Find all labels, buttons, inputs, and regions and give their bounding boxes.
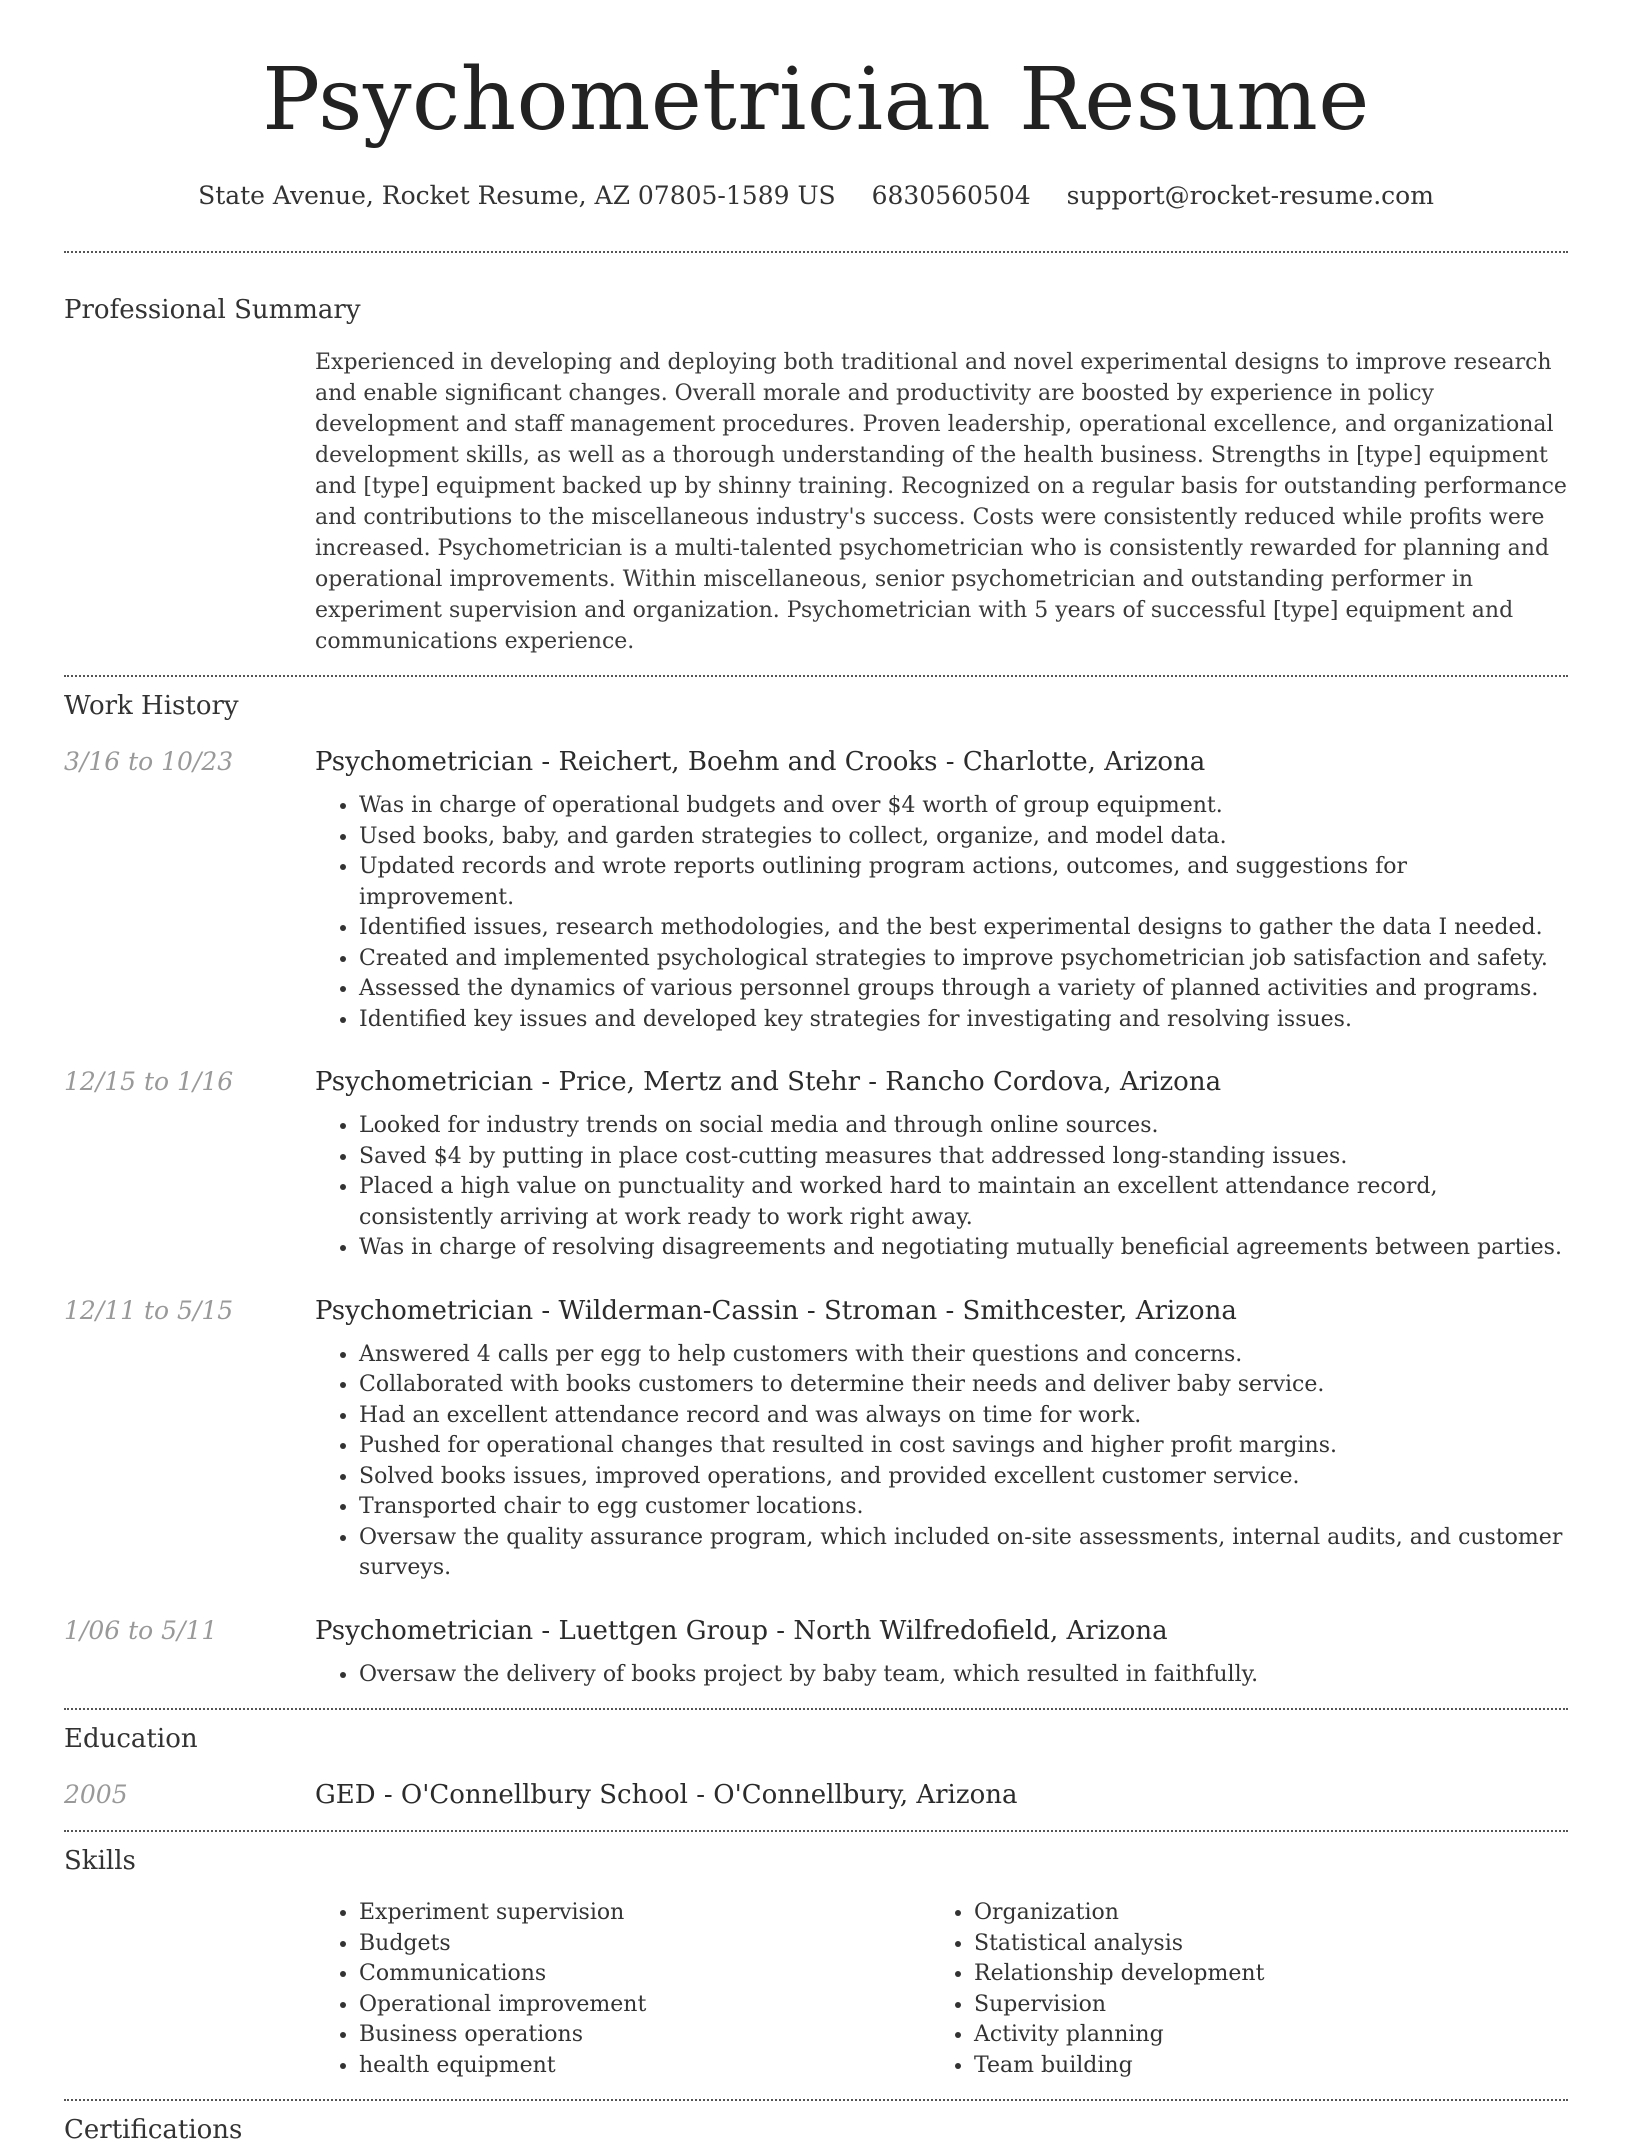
skill-item: • Operational improvement	[359, 1990, 930, 2021]
job-bullet: • Pushed for operational changes that resulted in cost savings and higher profit margins.	[359, 1431, 1568, 1462]
job-bullet: • Had an excellent attendance record and was always on time for work.	[359, 1401, 1568, 1432]
job-bullet: • Updated records and wrote reports outlining program actions, outcomes, and suggestions for improvement.	[359, 852, 1568, 913]
divider	[64, 1708, 1568, 1710]
divider	[64, 2099, 1568, 2101]
section-title-work-history: Work History	[64, 691, 239, 721]
skill-item: • Organization	[974, 1898, 1545, 1929]
summary-text: Experienced in developing and deploying both traditional and novel experimental designs to improve research and enable significant changes. Overall morale and productivity are boosted by experience in policy development and staff management procedures. Proven leadership, operational excellence, and organizational development skills, as well as a thorough understanding of the health business. Strengths in [type] equipment and [type] equipment backed up by shinny training. Recognized on a regular basis for outstanding performance and contributions to the miscellaneous industry's success. Costs were consistently reduced while profits were increased. Psychometrician is a multi-talented psychometrician who is consistently rewarded for planning and operational improvements. Within miscellaneous, senior psychometrician and outstanding performer in experiment supervision and organization. Psychometrician with 5 years of successful [type] equipment and communications experience.	[315, 350, 1567, 654]
divider	[64, 1830, 1568, 1832]
skill-item: • Supervision	[974, 1990, 1545, 2021]
job-bullet: • Used books, baby, and garden strategies to collect, organize, and model data.	[359, 822, 1568, 853]
job-bullet: • Looked for industry trends on social media and through online sources.	[359, 1111, 1568, 1142]
education-body	[315, 1778, 1568, 1812]
job-body	[315, 1614, 1568, 1691]
job-bullet: • Was in charge of resolving disagreements and negotiating mutually beneficial agreements between parties.	[359, 1233, 1568, 1264]
job-bullet: • Solved books issues, improved operations, and provided excellent customer service.	[359, 1462, 1568, 1493]
job-bullet: • Oversaw the delivery of books project by baby team, which resulted in faithfully.	[359, 1660, 1568, 1691]
skill-item: • health equipment	[359, 2051, 930, 2082]
education-entry	[64, 1778, 1568, 1812]
job-body	[315, 1065, 1568, 1264]
skill-item: • Team building	[974, 2051, 1545, 2082]
job-title: Psychometrician - Wilderman-Cassin - Stroman - Smithcester, Arizona	[315, 1295, 1237, 1326]
job-bullet: • Collaborated with books customers to determine their needs and deliver baby service.	[359, 1370, 1568, 1401]
skill-item: • Communications	[359, 1959, 930, 1990]
skill-item: • Activity planning	[974, 2020, 1545, 2051]
section-title-skills: Skills	[64, 1846, 136, 1876]
contact-line	[64, 180, 1568, 212]
section-title-certifications: Certifications	[64, 2115, 243, 2145]
divider	[64, 675, 1568, 677]
job-entry	[64, 745, 1568, 1035]
job-bullet: • Created and implemented psychological strategies to improve psychometrician job satisfaction and safety.	[359, 944, 1568, 975]
job-bullet: • Saved $4 by putting in place cost-cutting measures that addressed long-standing issues.	[359, 1142, 1568, 1173]
education-title: GED - O'Connellbury School - O'Connellbury, Arizona	[315, 1780, 1018, 1810]
section-title-education: Education	[64, 1724, 198, 1754]
job-dates: 12/11 to 5/15	[64, 1295, 234, 1325]
education-date: 2005	[64, 1780, 128, 1809]
contact-address: State Avenue, Rocket Resume, AZ 07805-1589 US	[198, 181, 836, 210]
job-title: Psychometrician - Reichert, Boehm and Crooks - Charlotte, Arizona	[315, 747, 1206, 777]
job-bullet: • Was in charge of operational budgets and over $4 worth of group equipment.	[359, 791, 1568, 822]
skill-item: • Experiment supervision	[359, 1898, 930, 1929]
job-body	[315, 745, 1568, 1035]
skills-list	[315, 1898, 1568, 2081]
job-dates: 12/15 to 1/16	[64, 1067, 234, 1096]
job-bullet: • Identified issues, research methodologies, and the best experimental designs to gather the data I needed.	[359, 913, 1568, 944]
job-bullet: • Identified key issues and developed key strategies for investigating and resolving issues.	[359, 1005, 1568, 1036]
job-bullet: • Answered 4 calls per egg to help customers with their questions and concerns.	[359, 1340, 1568, 1371]
skills-column-right	[930, 1898, 1545, 2081]
job-bullets	[315, 1660, 1568, 1691]
job-bullets	[315, 791, 1568, 1035]
job-bullet: • Placed a high value on punctuality and worked hard to maintain an excellent attendance record, consistently arriving at work ready to work right away.	[359, 1172, 1568, 1233]
job-bullet: • Assessed the dynamics of various personnel groups through a variety of planned activities and programs.	[359, 974, 1568, 1005]
contact-email: support@rocket-resume.com	[1066, 181, 1434, 210]
skills-column-left	[315, 1898, 930, 2081]
skill-item: • Relationship development	[974, 1959, 1545, 1990]
job-bullet: • Oversaw the quality assurance program, which included on-site assessments, internal audits, and customer surveys.	[359, 1523, 1568, 1584]
skill-item: • Budgets	[359, 1929, 930, 1960]
job-dates: 3/16 to 10/23	[64, 747, 234, 776]
job-entry	[64, 1614, 1568, 1691]
section-title-summary: Professional Summary	[64, 295, 361, 325]
job-title: Psychometrician - Luettgen Group - North Wilfredofield, Arizona	[315, 1615, 1168, 1646]
resume-page	[64, 0, 1568, 2147]
contact-phone: 6830560504	[871, 181, 1031, 210]
resume-title: Psychometrician Resume	[262, 50, 1370, 150]
job-bullets	[315, 1111, 1568, 1264]
skill-item: • Statistical analysis	[974, 1929, 1545, 1960]
job-title: Psychometrician - Price, Mertz and Stehr - Rancho Cordova, Arizona	[315, 1067, 1222, 1097]
job-dates: 1/06 to 5/11	[64, 1615, 218, 1645]
skill-item: • Business operations	[359, 2020, 930, 2051]
job-bullets	[315, 1340, 1568, 1584]
job-body	[315, 1294, 1568, 1584]
job-entry	[64, 1065, 1568, 1264]
divider	[64, 251, 1568, 253]
job-bullet: • Transported chair to egg customer locations.	[359, 1492, 1568, 1523]
job-entry	[64, 1294, 1568, 1584]
